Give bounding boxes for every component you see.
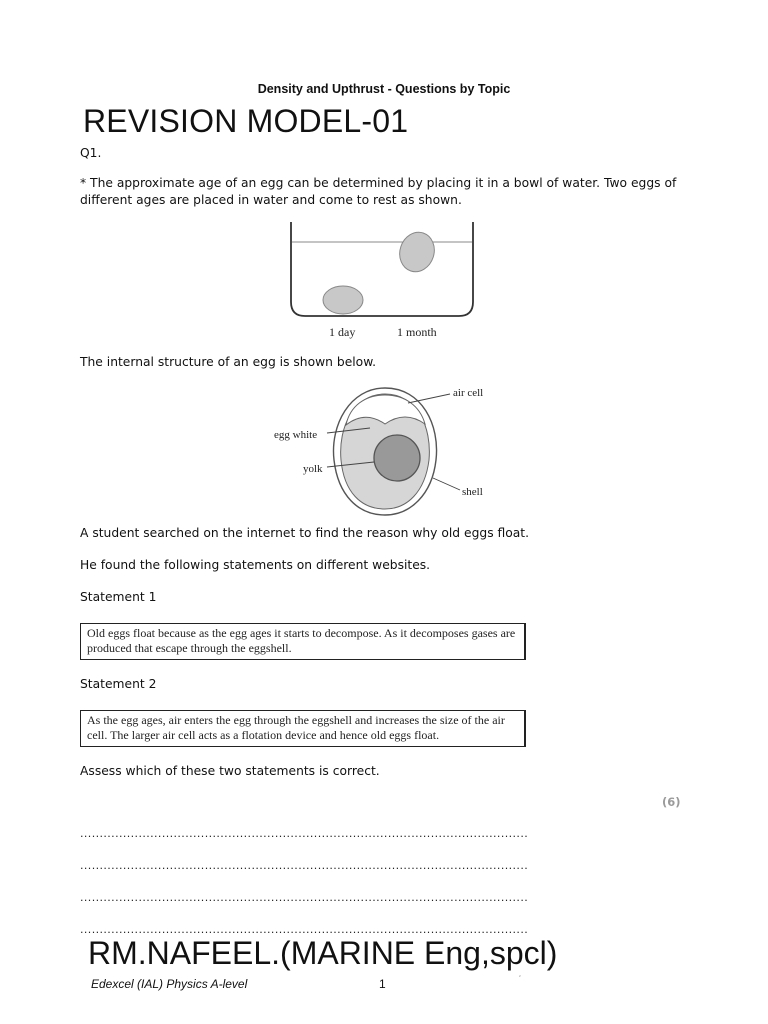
question-number: Q1. bbox=[80, 146, 102, 160]
label-shell: shell bbox=[462, 486, 483, 498]
answer-line-3[interactable]: ................................................................................................................... bbox=[80, 891, 529, 904]
egg-one-day bbox=[323, 286, 363, 314]
question-intro: * The approximate age of an egg can be determined by placing it in a bowl of water. Two eggs of different ages are placed in water and come to rest as shown. bbox=[80, 176, 677, 207]
page-number: 1 bbox=[379, 977, 386, 991]
footer-course: Edexcel (IAL) Physics A-level bbox=[91, 977, 248, 991]
answer-line-1[interactable]: ................................................................................................................... bbox=[80, 827, 529, 840]
bowl-outline bbox=[291, 222, 473, 316]
egg-structure-figure bbox=[270, 380, 500, 520]
footer-tick-mark: ʹ bbox=[519, 975, 521, 983]
page-title: REVISION MODEL-01 bbox=[83, 103, 409, 139]
label-air-cell: air cell bbox=[453, 387, 484, 399]
marks-badge: (6) bbox=[662, 795, 681, 809]
label-1-day: 1 day bbox=[329, 325, 356, 339]
search-text: A student searched on the internet to find the reason why old eggs float. bbox=[80, 526, 530, 540]
author-name: RM.NAFEEL.(MARINE Eng,spcl) bbox=[88, 935, 558, 971]
egg-one-month bbox=[395, 228, 440, 277]
label-yolk: yolk bbox=[303, 463, 323, 475]
label-egg-white: egg white bbox=[274, 429, 318, 441]
statement-1-box: Old eggs float because as the egg ages it starts to decompose. As it decomposes gases are produced that escape through the eggshell. bbox=[80, 623, 526, 660]
assess-text: Assess which of these two statements is correct. bbox=[80, 764, 380, 778]
yolk-shape bbox=[374, 435, 420, 481]
answer-line-4[interactable]: ................................................................................................................... bbox=[80, 923, 529, 936]
answer-line-2[interactable]: ................................................................................................................... bbox=[80, 859, 529, 872]
egg-bowl-figure bbox=[283, 222, 483, 344]
label-1-month: 1 month bbox=[397, 325, 437, 339]
statement-1-label: Statement 1 bbox=[80, 590, 157, 604]
statement-2-label: Statement 2 bbox=[80, 677, 157, 691]
statement-2-box: As the egg ages, air enters the egg through the eggshell and increases the size of the air cell. The larger air cell acts as a flotation device and hence old eggs float. bbox=[80, 710, 526, 747]
internal-structure-text: The internal structure of an egg is shown below. bbox=[80, 355, 377, 369]
page-header: Density and Upthrust - Questions by Topic bbox=[257, 82, 511, 96]
found-text: He found the following statements on different websites. bbox=[80, 558, 431, 572]
